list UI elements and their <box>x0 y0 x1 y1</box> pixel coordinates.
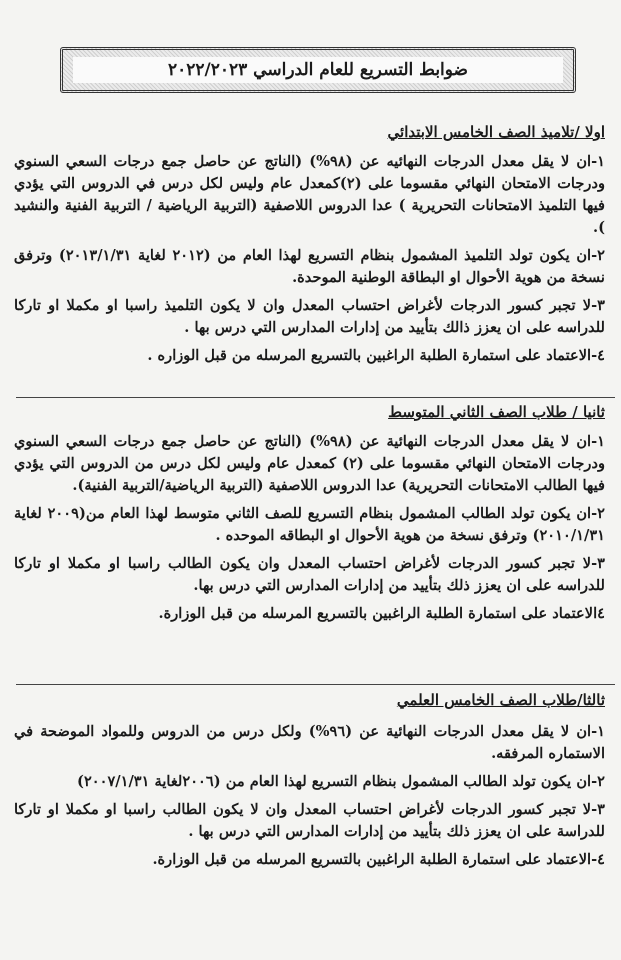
section-item: ٣-لا تجبر كسور الدرجات لأغراض احتساب المعدل وان لا يكون التلميذ راسبا او مكملا او تاركا للدراسه على ان يعزز ذالك بتأييد من إدارات المدارس التي درس بها . <box>14 297 605 336</box>
section-item: ٣-لا تجبر كسور الدرجات لأغراض احتساب المعدل وان لا يكون الطالب راسبا او مكملا او تاركا للدراسة على ان يعزز ذلك بتأييد من إدارات المدارس التي درس بها . <box>14 801 605 840</box>
section-item: ٤الاعتماد على استمارة الطلبة الراغبين بالتسريع المرسله من قبل الوزارة. <box>158 605 605 622</box>
section-primary-fifth <box>14 122 605 373</box>
section-divider <box>16 397 615 398</box>
section-divider <box>16 684 615 685</box>
title-frame <box>60 47 576 93</box>
section-item: ١-ان لا يقل معدل الدرجات النهائيه عن (٩٨%) (الناتج عن حاصل جمع درجات السعي السنوي ودرجات الامتحان النهائي مقسوما على (٢)كمعدل عام وليس لكل درس في الدروس التي يؤدي فيها التلميذ الامتحانات التحريرية ) عدا الدروس اللاصفية (التربية الرياضية / التربية الفنية والنشيد ). <box>14 153 605 236</box>
section-item: ٣-لا تجبر كسور الدرجات لأغراض احتساب المعدل وان يكون الطالب راسبا او مكملا او تاركا للدراسه على ان يعزز ذلك بتأييد من إدارات المدارس التي درس بها. <box>14 555 605 594</box>
section-heading: ثانيا / طلاب الصف الثاني المتوسط <box>388 403 605 421</box>
section-item: ٤-الاعتماد على استمارة الطلبة الراغبين بالتسريع المرسله من قبل الوزاره . <box>147 347 605 364</box>
section-item: ٢-ان يكون تولد التلميذ المشمول بنظام التسريع لهذا العام من (٢٠١٢ لغاية ٢٠١٣/١/٣١) وترفق نسخة من هوية الأحوال او البطاقة الوطنية الموحدة. <box>14 247 605 286</box>
section-item: ٢-ان يكون تولد الطالب المشمول بنظام التسريع للصف الثاني متوسط لهذا العام من(٢٠٠٩ لغاية ٢٠١٠/١/٣١) وترفق نسخة من هوية الأحوال او البطاقه الموحده . <box>14 505 606 544</box>
section-heading: ثالثا/طلاب الصف الخامس العلمي <box>396 691 605 709</box>
section-item: ٤-الاعتماد على استمارة الطلبة الراغبين بالتسريع المرسله من قبل الوزارة. <box>152 851 605 868</box>
document-title: ضوابط التسريع للعام الدراسي ٢٠٢٢/٢٠٢٣ <box>73 57 563 83</box>
section-middle-second <box>14 402 605 631</box>
section-item: ١-ان لا يقل معدل الدرجات النهائية عن (٩٨%) (الناتج عن حاصل جمع درجات السعي السنوي ودرجات الامتحان النهائي مقسوما على (٢) كمعدل عام وليس لكل درس من الدروس التي يؤدي فيها الطالب الامتحانات التحريرية) عدا الدروس اللاصفية (التربية الرياضية/التربية الفنية). <box>14 433 605 494</box>
section-heading: اولا /تلاميذ الصف الخامس الابتدائي <box>387 123 605 141</box>
section-scientific-fifth <box>14 690 605 877</box>
section-item: ١-ان لا يقل معدل الدرجات النهائية عن (٩٦%) ولكل درس من الدروس وللمواد الموضحة في الاستماره المرفقه. <box>14 723 605 762</box>
section-item: ٢-ان يكون تولد الطالب المشمول بنظام التسريع لهذا العام من (٢٠٠٦لغاية ٢٠٠٧/١/٣١) <box>77 773 605 790</box>
